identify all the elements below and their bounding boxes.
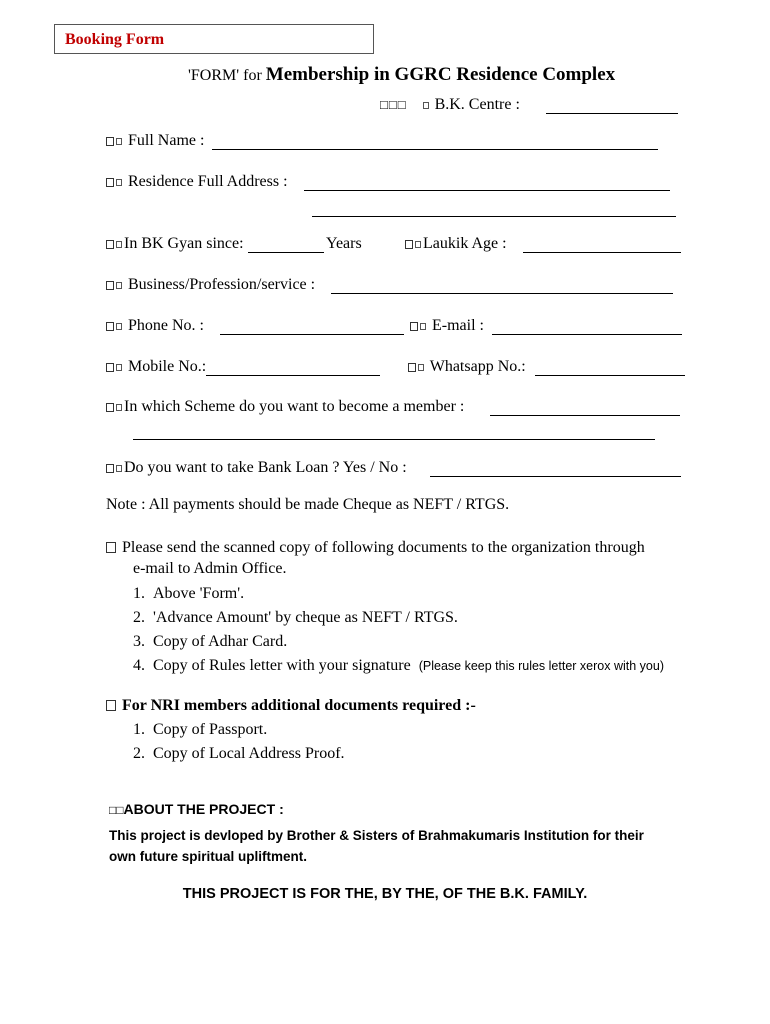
checkbox-icon — [116, 138, 122, 145]
list-text: Copy of Adhar Card. — [153, 633, 288, 650]
checkbox-icon — [106, 240, 114, 249]
checkbox-icon — [106, 281, 114, 290]
checkbox-icon — [106, 403, 114, 412]
list-item — [133, 718, 345, 742]
business-label: Business/Profession/service : — [128, 276, 316, 293]
mobile-row — [106, 358, 206, 376]
checkbox-icon — [116, 179, 122, 186]
about-text-line2: own future spiritual upliftment. — [109, 849, 307, 864]
checkbox-icon — [116, 282, 122, 289]
list-text: Copy of Local Address Proof. — [153, 745, 345, 762]
checkbox-icon — [106, 322, 114, 331]
address-row — [106, 173, 288, 191]
checkbox-icon — [405, 240, 413, 249]
list-number: 2. — [133, 745, 145, 762]
list-number: 1. — [133, 585, 145, 602]
list-item — [133, 606, 664, 630]
checkbox-icon — [116, 404, 122, 411]
checkbox-icon — [106, 700, 116, 711]
checkbox-icon — [116, 364, 122, 371]
phone-row — [106, 317, 204, 335]
laukik-age-row — [405, 235, 507, 253]
full-name-row — [106, 132, 204, 150]
phone-field[interactable] — [220, 334, 404, 335]
form-title — [188, 64, 615, 86]
list-text: Copy of Passport. — [153, 721, 268, 738]
scheme-field-1[interactable] — [490, 415, 680, 416]
checkbox-icon — [420, 323, 426, 330]
whatsapp-label: Whatsapp No.: — [429, 358, 526, 375]
list-text: Above 'Form'. — [153, 585, 245, 602]
checkbox-icon — [116, 323, 122, 330]
business-field[interactable] — [331, 293, 673, 294]
bk-centre-field[interactable] — [546, 113, 678, 114]
checkbox-icon — [415, 241, 421, 248]
title-prefix: 'FORM' for — [188, 67, 266, 84]
bank-loan-field[interactable] — [430, 476, 681, 477]
address-label: Residence Full Address : — [128, 173, 288, 190]
bank-loan-row — [106, 459, 407, 477]
nri-heading-row — [106, 697, 476, 715]
years-label: Years — [326, 235, 362, 252]
checkbox-icon — [106, 464, 114, 473]
checkbox-icon — [106, 542, 116, 553]
checkbox-icon — [418, 364, 424, 371]
list-item — [133, 742, 345, 766]
phone-label: Phone No. : — [128, 317, 204, 334]
list-number: 2. — [133, 609, 145, 626]
bk-gyan-row — [106, 235, 244, 253]
documents-intro-line1: Please send the scanned copy of following documents to the organization through — [122, 539, 645, 556]
business-row — [106, 276, 315, 294]
laukik-age-label: Laukik Age : — [423, 235, 507, 252]
checkbox-icon — [116, 465, 122, 472]
address-field-2[interactable] — [312, 216, 676, 217]
scheme-field-2[interactable] — [133, 439, 655, 440]
checkbox-icon — [106, 178, 114, 187]
documents-list — [133, 582, 664, 678]
centre-marks: □□□ — [380, 97, 407, 112]
list-text: 'Advance Amount' by cheque as NEFT / RTGS. — [153, 609, 458, 626]
mobile-field[interactable] — [206, 375, 380, 376]
mobile-label: Mobile No.: — [128, 358, 207, 375]
checkbox-icon — [116, 241, 122, 248]
bk-gyan-label: In BK Gyan since: — [124, 235, 244, 252]
list-item — [133, 630, 664, 654]
bk-centre-row — [380, 96, 520, 114]
nri-list — [133, 718, 345, 766]
payment-note: Note : All payments should be made Cheque as NEFT / RTGS. — [106, 496, 510, 513]
laukik-age-field[interactable] — [523, 252, 681, 253]
checkbox-icon — [106, 137, 114, 146]
bk-centre-label: B.K. Centre : — [434, 96, 520, 113]
about-text-line1: This project is devloped by Brother & Sisters of Brahmakumaris Institution for their — [109, 828, 644, 843]
rules-letter-note: (Please keep this rules letter xerox with you) — [418, 659, 664, 673]
booking-form-label: Booking Form — [65, 31, 165, 48]
email-field[interactable] — [492, 334, 682, 335]
list-number: 1. — [133, 721, 145, 738]
bank-loan-label: Do you want to take Bank Loan ? Yes / No : — [124, 459, 407, 476]
checkbox-icon — [408, 363, 416, 372]
about-heading: ABOUT THE PROJECT : — [123, 801, 284, 817]
documents-intro — [106, 539, 645, 557]
email-row — [410, 317, 484, 335]
footer-slogan: THIS PROJECT IS FOR THE, BY THE, OF THE B.K. FAMILY. — [182, 886, 588, 902]
list-number: 4. — [133, 657, 145, 674]
about-heading-row — [109, 801, 284, 817]
about-marks: □□ — [109, 803, 124, 817]
list-text: Copy of Rules letter with your signature — [153, 657, 411, 674]
bk-gyan-field[interactable] — [248, 252, 324, 253]
email-label: E-mail : — [432, 317, 484, 334]
nri-heading: For NRI members additional documents required :- — [122, 697, 476, 714]
scheme-row — [106, 398, 464, 416]
full-name-label: Full Name : — [128, 132, 205, 149]
whatsapp-row — [408, 358, 526, 376]
list-number: 3. — [133, 633, 145, 650]
booking-form-box — [54, 24, 374, 54]
list-item — [133, 582, 664, 606]
list-item — [133, 654, 664, 678]
full-name-field[interactable] — [212, 149, 658, 150]
checkbox-icon — [106, 363, 114, 372]
address-field-1[interactable] — [304, 190, 670, 191]
title-main: Membership in GGRC Residence Complex — [265, 64, 616, 85]
checkbox-icon — [410, 322, 418, 331]
scheme-label: In which Scheme do you want to become a member : — [124, 398, 465, 415]
whatsapp-field[interactable] — [535, 375, 685, 376]
documents-intro-line2: e-mail to Admin Office. — [133, 560, 287, 577]
checkbox-icon — [423, 102, 429, 109]
